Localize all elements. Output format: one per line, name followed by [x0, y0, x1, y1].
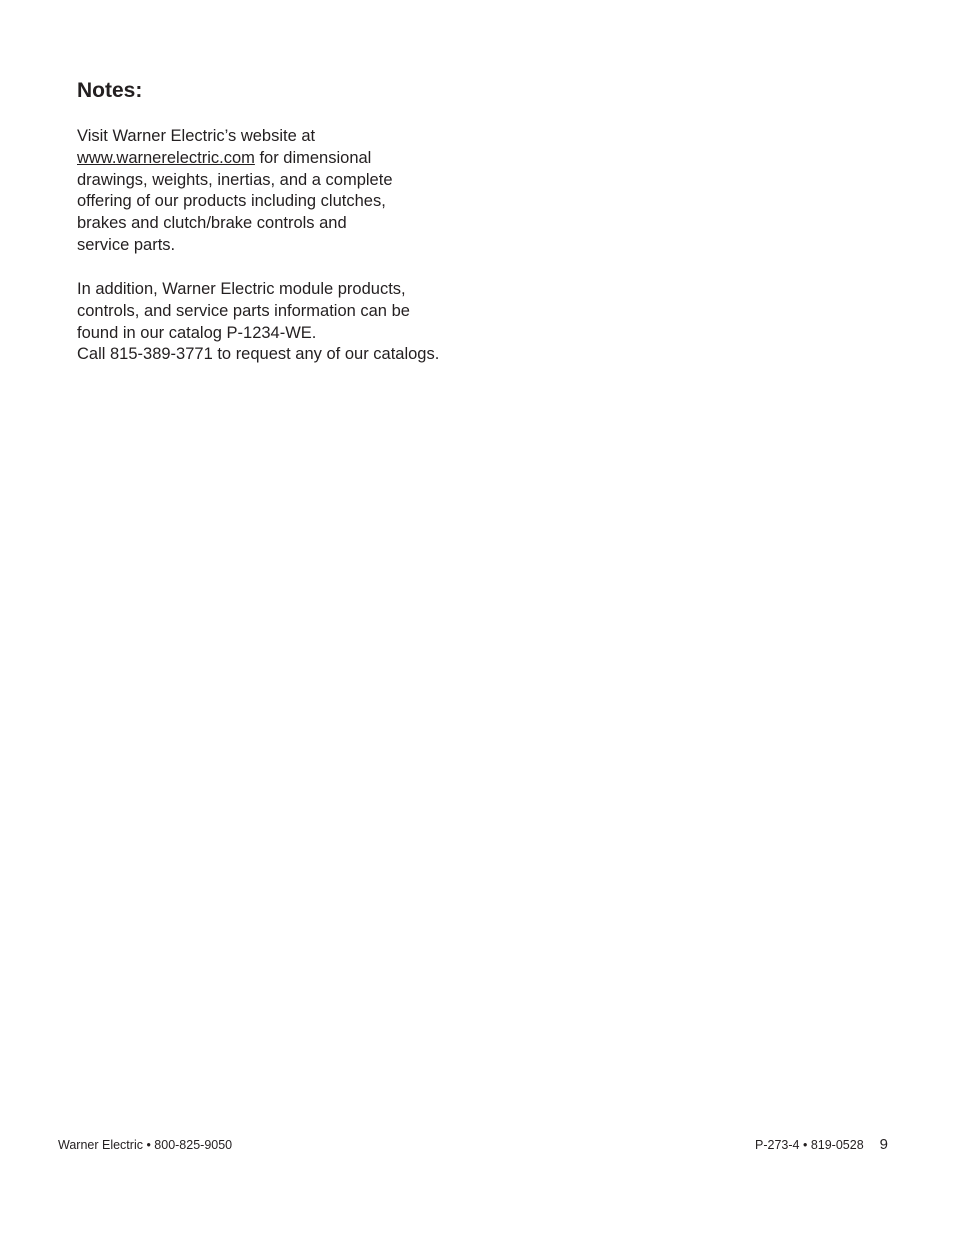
paragraph-line: In addition, Warner Electric module products, — [77, 280, 406, 298]
footer-document-code: P-273-4 • 819-0528 — [755, 1138, 864, 1152]
footer-right — [755, 1137, 888, 1153]
paragraph-line: Call 815-389-3771 to request any of our catalogs. — [77, 345, 440, 364]
paragraph-line — [77, 148, 393, 170]
paragraph-line: controls, and service parts information can be — [77, 301, 410, 320]
page-number: 9 — [879, 1136, 888, 1153]
paragraph-line: Visit Warner Electric’s website at — [77, 127, 316, 145]
website-link[interactable]: www.warnerelectric.com — [77, 148, 255, 167]
paragraph-line: offering of our products including clutches, — [77, 192, 386, 211]
page-heading: Notes: — [77, 79, 143, 102]
paragraph-line: brakes and clutch/brake controls and — [77, 214, 347, 233]
website-paragraph — [77, 126, 393, 257]
paragraph-line: drawings, weights, inertias, and a complete — [77, 170, 393, 189]
paragraph-line: service parts. — [77, 235, 176, 254]
footer-company-phone: Warner Electric • 800-825-9050 — [58, 1138, 233, 1152]
catalog-paragraph — [77, 279, 439, 366]
paragraph-line: found in our catalog P-1234-WE. — [77, 323, 317, 342]
paragraph-line-rest: for dimensional — [254, 148, 372, 167]
